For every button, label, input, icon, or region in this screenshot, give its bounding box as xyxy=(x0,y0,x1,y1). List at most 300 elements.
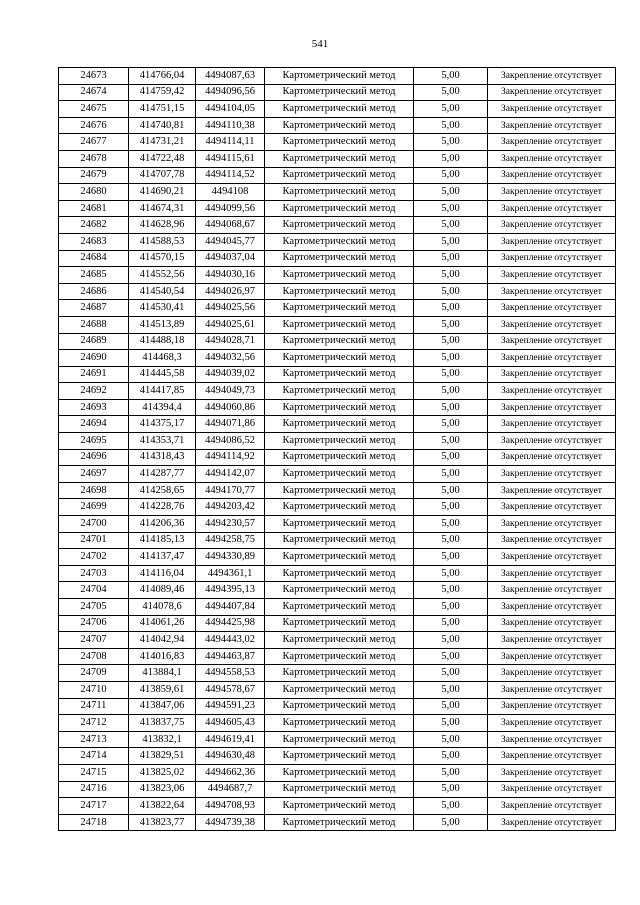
point-number-cell: 24678 xyxy=(59,150,129,167)
fixing-description-cell: Закрепление отсутствует xyxy=(488,615,616,632)
table-row xyxy=(59,532,616,549)
point-number-cell: 24689 xyxy=(59,333,129,350)
x-coordinate-cell: 414042,94 xyxy=(129,632,196,649)
fixing-description-cell: Закрепление отсутствует xyxy=(488,167,616,184)
fixing-description-cell: Закрепление отсутствует xyxy=(488,184,616,201)
x-coordinate-cell: 414078,6 xyxy=(129,599,196,616)
point-number-cell: 24701 xyxy=(59,532,129,549)
method-cell: Картометрический метод xyxy=(265,150,414,167)
point-number-cell: 24703 xyxy=(59,565,129,582)
x-coordinate-cell: 414353,71 xyxy=(129,433,196,450)
accuracy-cell: 5,00 xyxy=(414,250,488,267)
fixing-description-cell: Закрепление отсутствует xyxy=(488,383,616,400)
point-number-cell: 24691 xyxy=(59,366,129,383)
x-coordinate-cell: 413825,02 xyxy=(129,764,196,781)
x-coordinate-cell: 414016,83 xyxy=(129,648,196,665)
y-coordinate-cell: 4494739,38 xyxy=(196,814,265,831)
table-row xyxy=(59,300,616,317)
fixing-description-cell: Закрепление отсутствует xyxy=(488,731,616,748)
method-cell: Картометрический метод xyxy=(265,648,414,665)
x-coordinate-cell: 414530,41 xyxy=(129,300,196,317)
point-number-cell: 24679 xyxy=(59,167,129,184)
table-row xyxy=(59,316,616,333)
x-coordinate-cell: 414628,96 xyxy=(129,217,196,234)
point-number-cell: 24711 xyxy=(59,698,129,715)
method-cell: Картометрический метод xyxy=(265,466,414,483)
accuracy-cell: 5,00 xyxy=(414,300,488,317)
point-number-cell: 24714 xyxy=(59,748,129,765)
fixing-description-cell: Закрепление отсутствует xyxy=(488,599,616,616)
accuracy-cell: 5,00 xyxy=(414,150,488,167)
table-row xyxy=(59,698,616,715)
y-coordinate-cell: 4494037,04 xyxy=(196,250,265,267)
table-row xyxy=(59,366,616,383)
method-cell: Картометрический метод xyxy=(265,516,414,533)
method-cell: Картометрический метод xyxy=(265,665,414,682)
fixing-description-cell: Закрепление отсутствует xyxy=(488,399,616,416)
x-coordinate-cell: 414445,58 xyxy=(129,366,196,383)
accuracy-cell: 5,00 xyxy=(414,615,488,632)
x-coordinate-cell: 414206,36 xyxy=(129,516,196,533)
table-row xyxy=(59,184,616,201)
y-coordinate-cell: 4494407,84 xyxy=(196,599,265,616)
method-cell: Картометрический метод xyxy=(265,184,414,201)
accuracy-cell: 5,00 xyxy=(414,184,488,201)
fixing-description-cell: Закрепление отсутствует xyxy=(488,632,616,649)
y-coordinate-cell: 4494104,05 xyxy=(196,101,265,118)
method-cell: Картометрический метод xyxy=(265,449,414,466)
fixing-description-cell: Закрепление отсутствует xyxy=(488,150,616,167)
x-coordinate-cell: 414740,81 xyxy=(129,117,196,134)
table-row xyxy=(59,68,616,85)
point-number-cell: 24716 xyxy=(59,781,129,798)
point-number-cell: 24699 xyxy=(59,499,129,516)
point-number-cell: 24710 xyxy=(59,681,129,698)
accuracy-cell: 5,00 xyxy=(414,599,488,616)
accuracy-cell: 5,00 xyxy=(414,134,488,151)
method-cell: Картометрический метод xyxy=(265,200,414,217)
x-coordinate-cell: 414540,54 xyxy=(129,283,196,300)
accuracy-cell: 5,00 xyxy=(414,731,488,748)
y-coordinate-cell: 4494087,63 xyxy=(196,68,265,85)
table-row xyxy=(59,665,616,682)
method-cell: Картометрический метод xyxy=(265,333,414,350)
method-cell: Картометрический метод xyxy=(265,781,414,798)
accuracy-cell: 5,00 xyxy=(414,117,488,134)
fixing-description-cell: Закрепление отсутствует xyxy=(488,665,616,682)
point-number-cell: 24718 xyxy=(59,814,129,831)
method-cell: Картометрический метод xyxy=(265,615,414,632)
y-coordinate-cell: 4494708,93 xyxy=(196,798,265,815)
y-coordinate-cell: 4494170,77 xyxy=(196,482,265,499)
y-coordinate-cell: 4494026,97 xyxy=(196,283,265,300)
accuracy-cell: 5,00 xyxy=(414,68,488,85)
table-row xyxy=(59,167,616,184)
accuracy-cell: 5,00 xyxy=(414,482,488,499)
table-row xyxy=(59,134,616,151)
point-number-cell: 24713 xyxy=(59,731,129,748)
accuracy-cell: 5,00 xyxy=(414,333,488,350)
x-coordinate-cell: 413884,1 xyxy=(129,665,196,682)
accuracy-cell: 5,00 xyxy=(414,167,488,184)
y-coordinate-cell: 4494045,77 xyxy=(196,233,265,250)
accuracy-cell: 5,00 xyxy=(414,715,488,732)
accuracy-cell: 5,00 xyxy=(414,748,488,765)
x-coordinate-cell: 414089,46 xyxy=(129,582,196,599)
point-number-cell: 24692 xyxy=(59,383,129,400)
x-coordinate-cell: 414228,76 xyxy=(129,499,196,516)
x-coordinate-cell: 414674,31 xyxy=(129,200,196,217)
method-cell: Картометрический метод xyxy=(265,134,414,151)
accuracy-cell: 5,00 xyxy=(414,383,488,400)
x-coordinate-cell: 413859,61 xyxy=(129,681,196,698)
point-number-cell: 24673 xyxy=(59,68,129,85)
fixing-description-cell: Закрепление отсутствует xyxy=(488,549,616,566)
point-number-cell: 24708 xyxy=(59,648,129,665)
x-coordinate-cell: 414707,78 xyxy=(129,167,196,184)
x-coordinate-cell: 413822,64 xyxy=(129,798,196,815)
table-row xyxy=(59,416,616,433)
accuracy-cell: 5,00 xyxy=(414,499,488,516)
accuracy-cell: 5,00 xyxy=(414,516,488,533)
accuracy-cell: 5,00 xyxy=(414,466,488,483)
accuracy-cell: 5,00 xyxy=(414,665,488,682)
point-number-cell: 24686 xyxy=(59,283,129,300)
table-row xyxy=(59,399,616,416)
y-coordinate-cell: 4494032,56 xyxy=(196,350,265,367)
x-coordinate-cell: 414287,77 xyxy=(129,466,196,483)
y-coordinate-cell: 4494086,52 xyxy=(196,433,265,450)
fixing-description-cell: Закрепление отсутствует xyxy=(488,267,616,284)
y-coordinate-cell: 4494395,13 xyxy=(196,582,265,599)
method-cell: Картометрический метод xyxy=(265,764,414,781)
y-coordinate-cell: 4494025,56 xyxy=(196,300,265,317)
fixing-description-cell: Закрепление отсутствует xyxy=(488,433,616,450)
method-cell: Картометрический метод xyxy=(265,748,414,765)
fixing-description-cell: Закрепление отсутствует xyxy=(488,217,616,234)
y-coordinate-cell: 4494039,02 xyxy=(196,366,265,383)
accuracy-cell: 5,00 xyxy=(414,416,488,433)
point-number-cell: 24715 xyxy=(59,764,129,781)
fixing-description-cell: Закрепление отсутствует xyxy=(488,134,616,151)
fixing-description-cell: Закрепление отсутствует xyxy=(488,499,616,516)
y-coordinate-cell: 4494605,43 xyxy=(196,715,265,732)
method-cell: Картометрический метод xyxy=(265,582,414,599)
method-cell: Картометрический метод xyxy=(265,366,414,383)
method-cell: Картометрический метод xyxy=(265,482,414,499)
method-cell: Картометрический метод xyxy=(265,233,414,250)
accuracy-cell: 5,00 xyxy=(414,366,488,383)
table-row xyxy=(59,466,616,483)
point-number-cell: 24697 xyxy=(59,466,129,483)
table-row xyxy=(59,632,616,649)
method-cell: Картометрический метод xyxy=(265,250,414,267)
accuracy-cell: 5,00 xyxy=(414,267,488,284)
fixing-description-cell: Закрепление отсутствует xyxy=(488,101,616,118)
x-coordinate-cell: 414394,4 xyxy=(129,399,196,416)
accuracy-cell: 5,00 xyxy=(414,200,488,217)
y-coordinate-cell: 4494619,41 xyxy=(196,731,265,748)
method-cell: Картометрический метод xyxy=(265,283,414,300)
table-row xyxy=(59,715,616,732)
accuracy-cell: 5,00 xyxy=(414,582,488,599)
accuracy-cell: 5,00 xyxy=(414,781,488,798)
x-coordinate-cell: 414731,21 xyxy=(129,134,196,151)
table-row xyxy=(59,233,616,250)
accuracy-cell: 5,00 xyxy=(414,316,488,333)
y-coordinate-cell: 4494662,36 xyxy=(196,764,265,781)
fixing-description-cell: Закрепление отсутствует xyxy=(488,781,616,798)
method-cell: Картометрический метод xyxy=(265,167,414,184)
method-cell: Картометрический метод xyxy=(265,300,414,317)
x-coordinate-cell: 413823,06 xyxy=(129,781,196,798)
point-number-cell: 24675 xyxy=(59,101,129,118)
y-coordinate-cell: 4494114,52 xyxy=(196,167,265,184)
point-number-cell: 24681 xyxy=(59,200,129,217)
y-coordinate-cell: 4494330,89 xyxy=(196,549,265,566)
method-cell: Картометрический метод xyxy=(265,565,414,582)
fixing-description-cell: Закрепление отсутствует xyxy=(488,698,616,715)
method-cell: Картометрический метод xyxy=(265,68,414,85)
method-cell: Картометрический метод xyxy=(265,731,414,748)
fixing-description-cell: Закрепление отсутствует xyxy=(488,764,616,781)
y-coordinate-cell: 4494142,07 xyxy=(196,466,265,483)
point-number-cell: 24680 xyxy=(59,184,129,201)
x-coordinate-cell: 413832,1 xyxy=(129,731,196,748)
table-row xyxy=(59,549,616,566)
y-coordinate-cell: 4494578,67 xyxy=(196,681,265,698)
fixing-description-cell: Закрепление отсутствует xyxy=(488,582,616,599)
method-cell: Картометрический метод xyxy=(265,681,414,698)
accuracy-cell: 5,00 xyxy=(414,350,488,367)
point-number-cell: 24702 xyxy=(59,549,129,566)
point-number-cell: 24700 xyxy=(59,516,129,533)
fixing-description-cell: Закрепление отсутствует xyxy=(488,798,616,815)
method-cell: Картометрический метод xyxy=(265,416,414,433)
accuracy-cell: 5,00 xyxy=(414,549,488,566)
method-cell: Картометрический метод xyxy=(265,267,414,284)
x-coordinate-cell: 413829,51 xyxy=(129,748,196,765)
y-coordinate-cell: 4494071,86 xyxy=(196,416,265,433)
table-row xyxy=(59,731,616,748)
method-cell: Картометрический метод xyxy=(265,549,414,566)
table-row xyxy=(59,798,616,815)
y-coordinate-cell: 4494425,98 xyxy=(196,615,265,632)
y-coordinate-cell: 4494443,02 xyxy=(196,632,265,649)
fixing-description-cell: Закрепление отсутствует xyxy=(488,283,616,300)
x-coordinate-cell: 413847,06 xyxy=(129,698,196,715)
method-cell: Картометрический метод xyxy=(265,117,414,134)
table-row xyxy=(59,101,616,118)
point-number-cell: 24684 xyxy=(59,250,129,267)
table-row xyxy=(59,681,616,698)
method-cell: Картометрический метод xyxy=(265,499,414,516)
table-row xyxy=(59,599,616,616)
y-coordinate-cell: 4494558,53 xyxy=(196,665,265,682)
point-number-cell: 24698 xyxy=(59,482,129,499)
table-row xyxy=(59,217,616,234)
point-number-cell: 24712 xyxy=(59,715,129,732)
point-number-cell: 24677 xyxy=(59,134,129,151)
x-coordinate-cell: 413837,75 xyxy=(129,715,196,732)
point-number-cell: 24690 xyxy=(59,350,129,367)
point-number-cell: 24704 xyxy=(59,582,129,599)
table-row xyxy=(59,267,616,284)
x-coordinate-cell: 414759,42 xyxy=(129,84,196,101)
x-coordinate-cell: 414690,21 xyxy=(129,184,196,201)
point-number-cell: 24685 xyxy=(59,267,129,284)
table-row xyxy=(59,615,616,632)
method-cell: Картометрический метод xyxy=(265,798,414,815)
fixing-description-cell: Закрепление отсутствует xyxy=(488,715,616,732)
fixing-description-cell: Закрепление отсутствует xyxy=(488,68,616,85)
coordinates-table-body xyxy=(59,68,616,831)
accuracy-cell: 5,00 xyxy=(414,84,488,101)
point-number-cell: 24707 xyxy=(59,632,129,649)
method-cell: Картометрический метод xyxy=(265,698,414,715)
table-row xyxy=(59,449,616,466)
accuracy-cell: 5,00 xyxy=(414,698,488,715)
x-coordinate-cell: 414588,53 xyxy=(129,233,196,250)
fixing-description-cell: Закрепление отсутствует xyxy=(488,250,616,267)
table-row xyxy=(59,565,616,582)
point-number-cell: 24688 xyxy=(59,316,129,333)
point-number-cell: 24709 xyxy=(59,665,129,682)
y-coordinate-cell: 4494361,1 xyxy=(196,565,265,582)
point-number-cell: 24694 xyxy=(59,416,129,433)
y-coordinate-cell: 4494028,71 xyxy=(196,333,265,350)
y-coordinate-cell: 4494030,16 xyxy=(196,267,265,284)
fixing-description-cell: Закрепление отсутствует xyxy=(488,516,616,533)
coordinates-table xyxy=(58,67,616,831)
x-coordinate-cell: 414137,47 xyxy=(129,549,196,566)
x-coordinate-cell: 414766,04 xyxy=(129,68,196,85)
accuracy-cell: 5,00 xyxy=(414,814,488,831)
fixing-description-cell: Закрепление отсутствует xyxy=(488,316,616,333)
x-coordinate-cell: 414116,04 xyxy=(129,565,196,582)
y-coordinate-cell: 4494591,23 xyxy=(196,698,265,715)
y-coordinate-cell: 4494096,56 xyxy=(196,84,265,101)
method-cell: Картометрический метод xyxy=(265,399,414,416)
point-number-cell: 24674 xyxy=(59,84,129,101)
accuracy-cell: 5,00 xyxy=(414,217,488,234)
x-coordinate-cell: 414513,89 xyxy=(129,316,196,333)
method-cell: Картометрический метод xyxy=(265,632,414,649)
table-row xyxy=(59,814,616,831)
point-number-cell: 24687 xyxy=(59,300,129,317)
y-coordinate-cell: 4494630,48 xyxy=(196,748,265,765)
table-row xyxy=(59,283,616,300)
y-coordinate-cell: 4494230,57 xyxy=(196,516,265,533)
y-coordinate-cell: 4494114,11 xyxy=(196,134,265,151)
table-row xyxy=(59,781,616,798)
accuracy-cell: 5,00 xyxy=(414,233,488,250)
method-cell: Картометрический метод xyxy=(265,101,414,118)
fixing-description-cell: Закрепление отсутствует xyxy=(488,681,616,698)
fixing-description-cell: Закрепление отсутствует xyxy=(488,300,616,317)
fixing-description-cell: Закрепление отсутствует xyxy=(488,366,616,383)
table-row xyxy=(59,499,616,516)
y-coordinate-cell: 4494115,61 xyxy=(196,150,265,167)
table-row xyxy=(59,764,616,781)
fixing-description-cell: Закрепление отсутствует xyxy=(488,350,616,367)
x-coordinate-cell: 414185,13 xyxy=(129,532,196,549)
point-number-cell: 24696 xyxy=(59,449,129,466)
table-row xyxy=(59,516,616,533)
y-coordinate-cell: 4494258,75 xyxy=(196,532,265,549)
x-coordinate-cell: 414375,17 xyxy=(129,416,196,433)
method-cell: Картометрический метод xyxy=(265,350,414,367)
y-coordinate-cell: 4494099,56 xyxy=(196,200,265,217)
accuracy-cell: 5,00 xyxy=(414,632,488,649)
page-number: 541 xyxy=(311,38,329,50)
x-coordinate-cell: 414751,15 xyxy=(129,101,196,118)
accuracy-cell: 5,00 xyxy=(414,565,488,582)
method-cell: Картометрический метод xyxy=(265,383,414,400)
table-row xyxy=(59,200,616,217)
table-row xyxy=(59,582,616,599)
fixing-description-cell: Закрепление отсутствует xyxy=(488,648,616,665)
fixing-description-cell: Закрепление отсутствует xyxy=(488,466,616,483)
x-coordinate-cell: 414468,3 xyxy=(129,350,196,367)
method-cell: Картометрический метод xyxy=(265,814,414,831)
fixing-description-cell: Закрепление отсутствует xyxy=(488,233,616,250)
y-coordinate-cell: 4494687,7 xyxy=(196,781,265,798)
accuracy-cell: 5,00 xyxy=(414,648,488,665)
point-number-cell: 24682 xyxy=(59,217,129,234)
y-coordinate-cell: 4494203,42 xyxy=(196,499,265,516)
x-coordinate-cell: 414318,43 xyxy=(129,449,196,466)
point-number-cell: 24705 xyxy=(59,599,129,616)
table-row xyxy=(59,84,616,101)
method-cell: Картометрический метод xyxy=(265,217,414,234)
y-coordinate-cell: 4494060,86 xyxy=(196,399,265,416)
x-coordinate-cell: 413823,77 xyxy=(129,814,196,831)
table-row xyxy=(59,748,616,765)
fixing-description-cell: Закрепление отсутствует xyxy=(488,814,616,831)
table-row xyxy=(59,648,616,665)
x-coordinate-cell: 414061,26 xyxy=(129,615,196,632)
method-cell: Картометрический метод xyxy=(265,84,414,101)
y-coordinate-cell: 4494025,61 xyxy=(196,316,265,333)
method-cell: Картометрический метод xyxy=(265,715,414,732)
fixing-description-cell: Закрепление отсутствует xyxy=(488,748,616,765)
table-row xyxy=(59,250,616,267)
x-coordinate-cell: 414722,48 xyxy=(129,150,196,167)
y-coordinate-cell: 4494068,67 xyxy=(196,217,265,234)
point-number-cell: 24683 xyxy=(59,233,129,250)
y-coordinate-cell: 4494114,92 xyxy=(196,449,265,466)
fixing-description-cell: Закрепление отсутствует xyxy=(488,200,616,217)
table-row xyxy=(59,333,616,350)
fixing-description-cell: Закрепление отсутствует xyxy=(488,565,616,582)
accuracy-cell: 5,00 xyxy=(414,798,488,815)
method-cell: Картометрический метод xyxy=(265,433,414,450)
x-coordinate-cell: 414552,56 xyxy=(129,267,196,284)
method-cell: Картометрический метод xyxy=(265,532,414,549)
point-number-cell: 24706 xyxy=(59,615,129,632)
accuracy-cell: 5,00 xyxy=(414,101,488,118)
method-cell: Картометрический метод xyxy=(265,599,414,616)
table-row xyxy=(59,433,616,450)
accuracy-cell: 5,00 xyxy=(414,433,488,450)
method-cell: Картометрический метод xyxy=(265,316,414,333)
point-number-cell: 24693 xyxy=(59,399,129,416)
accuracy-cell: 5,00 xyxy=(414,532,488,549)
fixing-description-cell: Закрепление отсутствует xyxy=(488,532,616,549)
y-coordinate-cell: 4494108 xyxy=(196,184,265,201)
point-number-cell: 24717 xyxy=(59,798,129,815)
